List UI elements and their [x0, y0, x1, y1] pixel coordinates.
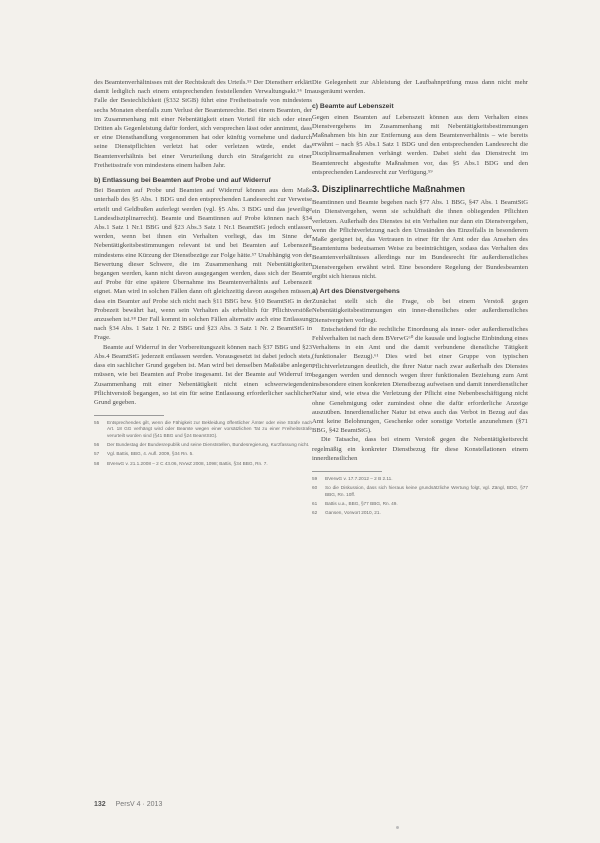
paragraph: Zunächst stellt sich die Frage, ob bei einem Verstoß gegen Nebentätigkeitsbestimmungen ein inner-dienstliches oder außerdienstliches Dienstvergehen vorliegt. [312, 298, 528, 324]
footnote-text: Vgl. Battis, BBG, 4. Aufl. 2009, §34 Rn. 5. [107, 451, 194, 457]
footnote-text: BVerwG v. 21.1.2008 – 2 C 43.06, NVwZ 2008, 1098; Battis, §34 BBG, Rn. 7. [107, 460, 268, 466]
paragraph: Die Tatsache, dass bei einem Verstoß gegen die Nebentätigkeitsrecht regelmäßig ein konkreter Dienstbezug für diese Konstellationen einem innerdienstlichen [312, 436, 528, 462]
footnote [94, 451, 312, 457]
paragraph: Beamte auf Widerruf in der Vorbereitungszeit können nach §37 BBG und §23 Abs.4 BeamtStG jederzeit entlassen werden. Vorausgesetzt ist dabei jedoch stets, dass ein sachlicher Grund gegeben ist. Man wird bei denselben Maßstäbe anlegen müssen, wie bei Beamten auf Probe insgesamt. Ist der Beamte auf Widerruf im Zusammenhang mit einer Nebentätigkeit nicht einen schwerwiegenden Pflichtverstoß begangen, so ist ein für seine Entlassung erforderlicher sachlicher Grund gegeben. [94, 343, 312, 406]
footnote [312, 476, 528, 482]
footnote [312, 501, 528, 507]
footnote-divider [312, 471, 382, 472]
footnote [312, 485, 528, 498]
footnote-text: Battis u.a., BBG, §77 BBG, Rn. 49. [325, 500, 398, 506]
footnote-number: 62 [312, 510, 318, 516]
scan-dot [396, 826, 399, 829]
footnote-text: BVerwG v. 17.7.2012 – 2 B 2.11. [325, 475, 393, 481]
paragraph: Entscheidend für die rechtliche Einordnung als inner- oder außerdienstliches Fehlverhalten ist nach dem BVerwG⁶⁰ die kausale und logische Einbindung eines Verhaltens in ein Amt und die damit verbundene dienstliche Tätigkeit (funktionaler Bezug).⁶¹ Dies wird bei einer Gruppe von typischen Pflichtverletzungen deutlich, die ihrer Natur nach zwar außerhalb des Dienstes begangen werden und dennoch wegen ihrer funktionalen Beziehung zum Amt insbesondere einen konkreten Dienstbezug aufweisen und damit innerdienstlicher Natur sind, wie etwa die Verletzung der Pflicht eine Nebenbeschäftigung nicht ohne Genehmigung oder zumindest ohne die dafür erforderliche Anzeige auszuüben. Innerdienstlicher Natur ist etwa auch das Verbot in Bezug auf das Amt keine Belohnungen, Geschenke oder sonstige Vorteile anzunehmen (§71 BBG, §42 BeamtStG). [312, 325, 528, 435]
right-column [312, 78, 528, 519]
page-footer [94, 801, 162, 808]
footnote-number: 58 [94, 460, 100, 466]
paragraph: Die Gelegenheit zur Ableistung der Laufbahnprüfung muss dann nicht mehr ausgeräumt werden. [312, 79, 528, 96]
footnote-text: Der Bundestag der Bundesrepublik und seine Dienststellen, Bundesregierung, Kurzfassung nicht. [107, 442, 310, 447]
section-title: 3. Disziplinarrechtliche Maßnahmen [312, 184, 466, 195]
footnote-divider [94, 415, 164, 416]
paragraph: des Beamtenverhältnisses mit der Rechtskraft des Urteils.⁵⁵ Der Dienstherr erklärt damit lediglich nach einem entsprechenden feststellenden Verwaltungsakt.⁵⁶ Im Falle der Bestechlichkeit (§332 StGB) führt eine Freiheitsstrafe von mindestens sechs Monaten ebenfalls zum Verlust der Beamtenrechte. Bei einem Beamten, der im Zusammenhang mit einer Nebentätigkeit einen Vorteil für sich oder einen Dritten als Gegenleistung dafür fordert, sich versprechen lässt oder annimmt, dass er eine Diensthandlung vorgenommen hat oder künftig vornehme und dadurch seine Dienstpflichten verletzt hat oder verletzen würde, endet das Beamtenverhältnis bei einer Verurteilung durch ein Strafgericht zu einer Freiheitsstrafe von mindestens einem halben Jahr. [94, 79, 312, 169]
footnote-number: 60 [312, 485, 318, 491]
footnote [94, 461, 312, 467]
page-number: 132 [94, 801, 106, 808]
footnote-number: 61 [312, 500, 318, 506]
footnote-number: 55 [94, 420, 100, 426]
paragraph: Beamtinnen und Beamte begehen nach §77 Abs. 1 BBG, §47 Abs. 1 BeamtStG ein Dienstvergehen, wenn sie schuldhaft die ihnen obliegenden Pflichten verletzen. Außerhalb des Dienstes ist ein Verhalten nur dann ein Dienstvergehen, wenn die Pflichtverletzung nach den Umständen des Einzelfalls in besonderem Maße geeignet ist, das Vertrauen in einer für ihr Amt oder das Ansehen des Beamtentums bedeutsamen Weise zu beeinträchtigen, sodass das Verhalten des Beamtenverhältnisses allerdings nur im Bundesrecht für außerdienstliches Dienstvergehen erwähnt wird. Eine besondere Regelung der Bundesbeamten ergibt sich hieraus nicht. [312, 199, 528, 280]
footnote [94, 420, 312, 439]
footnote [94, 442, 312, 448]
paragraph: Gegen einen Beamten auf Lebenszeit können aus dem Verhalten eines Dienstvergehens im Zusammenhang mit Nebentätigkeitsbestimmungen Maßnahmen bis hin zur Entfernung aus dem Beamtenverhältnis – wie bereits erwähnt – nach §5 Abs.1 Satz 1 BDG und den entsprechenden Landesrecht die Disziplinarmaßnahmen verhängt werden. Dabei sieht das Dienstrecht im Beamtenrecht abgestufte Maßnahmen vor, das §5 Abs.1 BDG und den entsprechenden Landesrecht zur Verfügung.⁵⁹ [312, 113, 528, 176]
footnote-text: Gansen, Vorwort 2010, 21. [325, 510, 381, 516]
section-heading: c) Beamte auf Lebenszeit [312, 103, 394, 111]
left-column [94, 78, 312, 470]
section-heading: a) Art des Dienstvergehens [312, 288, 400, 296]
footnote [312, 510, 528, 516]
section-heading: b) Entlassung bei Beamten auf Probe und auf Widerruf [94, 177, 271, 185]
footnote-number: 56 [94, 442, 100, 447]
footnote-text: So die Diskussion, dass sich hieraus keine grundsätzliche Wertung folgt, vgl. Zängl, BDG, §77 BBG, Rn. 10ff. [325, 485, 528, 497]
footnote-text: Entsprechendes gilt, wenn die Fähigkeit zur Bekleidung öffentlicher Ämter oder eine Strafe nach Art. 18 GG verhängt wird oder Beamte wegen einer vorsätzlichen Tat zu einer Freiheitsstrafe verurteilt worden sind (§41 BBG und §24 BeamtStG). [107, 420, 312, 438]
journal-name: PersV 4 · 2013 [115, 801, 163, 808]
paragraph: Bei Beamten auf Probe und Beamten auf Widerruf können aus dem Maße unterhalb des §5 Abs. 1 BDG und den entsprechenden Landesrecht zur Verweise erteilt und Geldbußen auferlegt werden (vgl. §5 Abs. 3 BDG und das jeweilige Landesdisziplinarrecht). Beamte und Beamtinnen auf Probe können nach §34 Abs.1 Satz 1 Nr.1 BBG und §23 Abs.3 Satz 1 Nr.1 BeamtStG jedoch entlassen werden, wenn bei ihnen ein Verhalten vorliegt, das im Sinne der Nebentätigkeitsbestimmungen relevant ist und bei Beamten auf Lebenszeit mindestens eine Kürzung der Dienstbezüge zur Folge hätte.⁵⁷ Unabhängig von der Bewertung dieser Schwere, die im Zusammenhang mit Nebentätigkeiten begangen werden, kann nicht davon ausgegangen werden, dass sich der Beamte auf Probe für eine spätere Übernahme ins Beamtenverhältnis auf Lebenszeit eignet. Man wird in solchen Fällen dann oft gleichzeitig davon ausgehen müssen, dass ein Beamter auf Probe sich nicht nach §11 BBG bzw. §10 BeamtStG in der Probezeit bewährt hat, wenn sein Verhalten als erheblich für Pflichtverstöße anzusehen ist.⁵⁸ Der Fall kommt in solchen Fällen alternativ auch eine Entlassung nach §34 Abs. 1 Satz 1 Nr. 2 BBG und §23 Abs. 3 Satz 1 Nr. 2 BeamtStG in Frage. [94, 187, 312, 342]
footnote-number: 57 [94, 451, 100, 457]
footnote-number: 59 [312, 475, 318, 481]
